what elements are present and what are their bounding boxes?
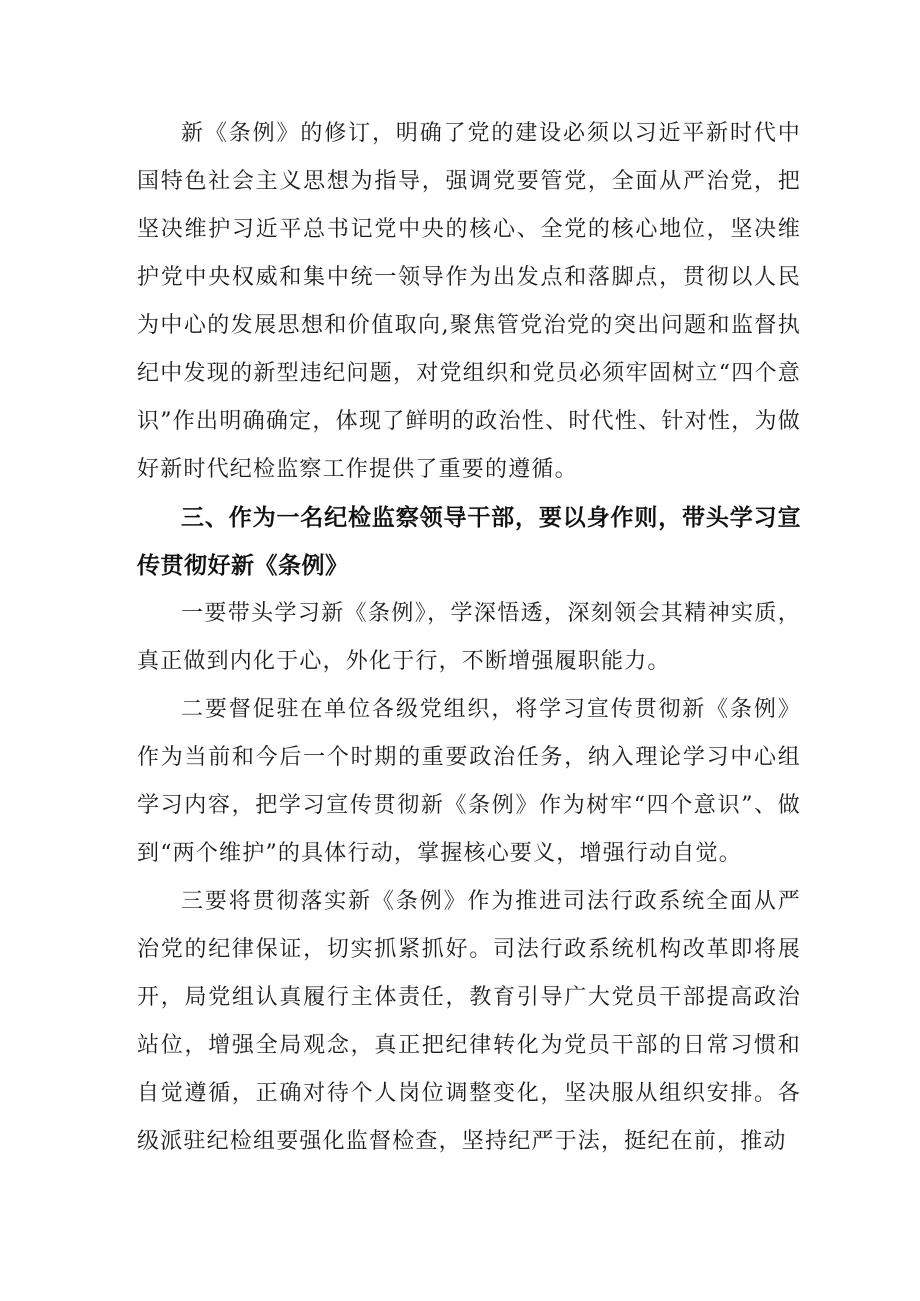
paragraph-point-two: 二要督促驻在单位各级党组织，将学习宣传贯彻新《条例》作为当前和今后一个时期的重要政治任务，纳入理论学习中心组学习内容，把学习宣传贯彻新《条例》作为树牢“四个意识”、做到“两个维护”的具体行动，掌握核心要义，增强行动自觉。: [137, 697, 801, 866]
paragraph-point-three: 三要将贯彻落实新《条例》作为推进司法行政系统全面从严治党的纪律保证，切实抓紧抓好。司法行政系统机构改革即将展开，局党组认真履行主体责任，教育引导广大党员干部提高政治站位，增强全局观念，真正把纪律转化为党员干部的日常习惯和自觉遵循，正确对待个人岗位调整变化，坚决服从组织安排。各级派驻纪检组要强化监督检查，坚持纪严于法，挺纪在前，推动: [137, 889, 801, 1154]
paragraph-point-one: 一要带头学习新《条例》，学深悟透，深刻领会其精神实质，真正做到内化于心，外化于行，不断增强履职能力。: [137, 601, 801, 674]
document-body: [137, 110, 801, 1166]
section-heading-three: 三、作为一名纪检监察领导干部，要以身作则，带头学习宣传贯彻好新《条例》: [137, 505, 801, 579]
paragraph-regulation-revision: 新《条例》的修订，明确了党的建设必须以习近平新时代中国特色社会主义思想为指导，强调党要管党，全面从严治党，把坚决维护习近平总书记党中央的核心、全党的核心地位，坚决维护党中央权威和集中统一领导作为出发点和落脚点，贯彻以人民为中心的发展思想和价值取向,聚焦管党治党的突出问题和监督执纪中发现的新型违纪问题，对党组织和党员必须牢固树立“四个意识”作出明确确定，体现了鲜明的政治性、时代性、针对性，为做好新时代纪检监察工作提供了重要的遵循。: [137, 121, 801, 482]
